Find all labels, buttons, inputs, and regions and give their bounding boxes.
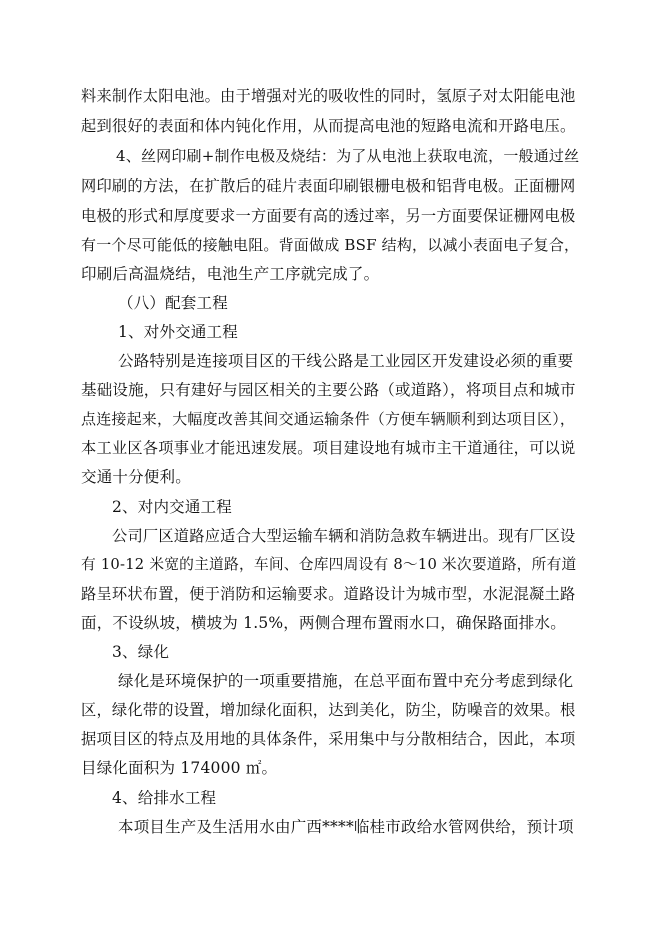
body-text-line: 面，不设纵坡，横坡为 1.5%，两侧合理布置雨水口，确保路面排水。: [81, 614, 566, 632]
body-text-line: 本工业区各项事业才能迅速发展。项目建设地有城市主干道通往，可以说: [81, 439, 576, 457]
list-item-heading: 4、丝网印刷+制作电极及烧结：为了从电池上获取电流，一般通过丝: [116, 147, 580, 165]
subsection-heading: 3、绿化: [112, 643, 170, 661]
body-text-line: 交通十分便利。: [81, 468, 191, 486]
body-text-line: 有一个尽可能低的接触电阻。背面做成 BSF 结构，以减小表面电子复合，: [81, 236, 580, 254]
body-text-line: 点连接起来，大幅度改善其间交通运输条件（方便车辆顺利到达项目区），: [81, 410, 576, 428]
subsection-heading: 1、对外交通工程: [118, 323, 238, 341]
body-text-line: 有 10-12 米宽的主道路，车间、仓库四周设有 8～10 米次要道路，所有道: [81, 556, 577, 573]
body-text-line: 印刷后高温烧结，电池生产工序就完成了。: [81, 265, 380, 283]
body-text-line: 基础设施，只有建好与园区相关的主要公路（或道路），将项目点和城市: [81, 381, 576, 399]
body-text-line: 网印刷的方法，在扩散后的硅片表面印刷银栅电极和铝背电极。正面栅网: [81, 177, 576, 195]
body-text-line: 料来制作太阳电池。由于增强对光的吸收性的同时，氢原子对太阳能电池: [81, 87, 576, 105]
body-text-line: 电极的形式和厚度要求一方面要有高的透过率，另一方面要保证栅网电极: [81, 207, 576, 225]
section-heading: （八）配套工程: [118, 294, 228, 312]
body-text-line: 公路特别是连接项目区的干线公路是工业园区开发建设必须的重要: [118, 352, 574, 370]
body-text-line: 公司厂区道路应适合大型运输车辆和消防急救车辆进出。现有厂区设: [112, 527, 576, 545]
body-text-line: 路呈环状布置，便于消防和运输要求。道路设计为城市型，水泥混凝土路: [81, 585, 576, 603]
subsection-heading: 4、给排水工程: [112, 789, 217, 807]
body-text-line: 据项目区的特点及用地的具体条件，采用集中与分散相结合，因此，本项: [81, 730, 576, 748]
subsection-heading: 2、对内交通工程: [112, 498, 232, 516]
body-text-line: 绿化是环境保护的一项重要措施，在总平面布置中充分考虑到绿化: [118, 672, 574, 690]
body-text-line: 本项目生产及生活用水由广西****临桂市政给水管网供给，预计项: [118, 818, 574, 836]
body-text-line: 目绿化面积为 174000 ㎡。: [81, 759, 278, 777]
body-text-line: 起到很好的表面和体内钝化作用，从而提高电池的短路电流和开路电压。: [81, 117, 576, 135]
body-text-line: 区，绿化带的设置，增加绿化面积，达到美化，防尘，防噪音的效果。根: [81, 701, 576, 719]
